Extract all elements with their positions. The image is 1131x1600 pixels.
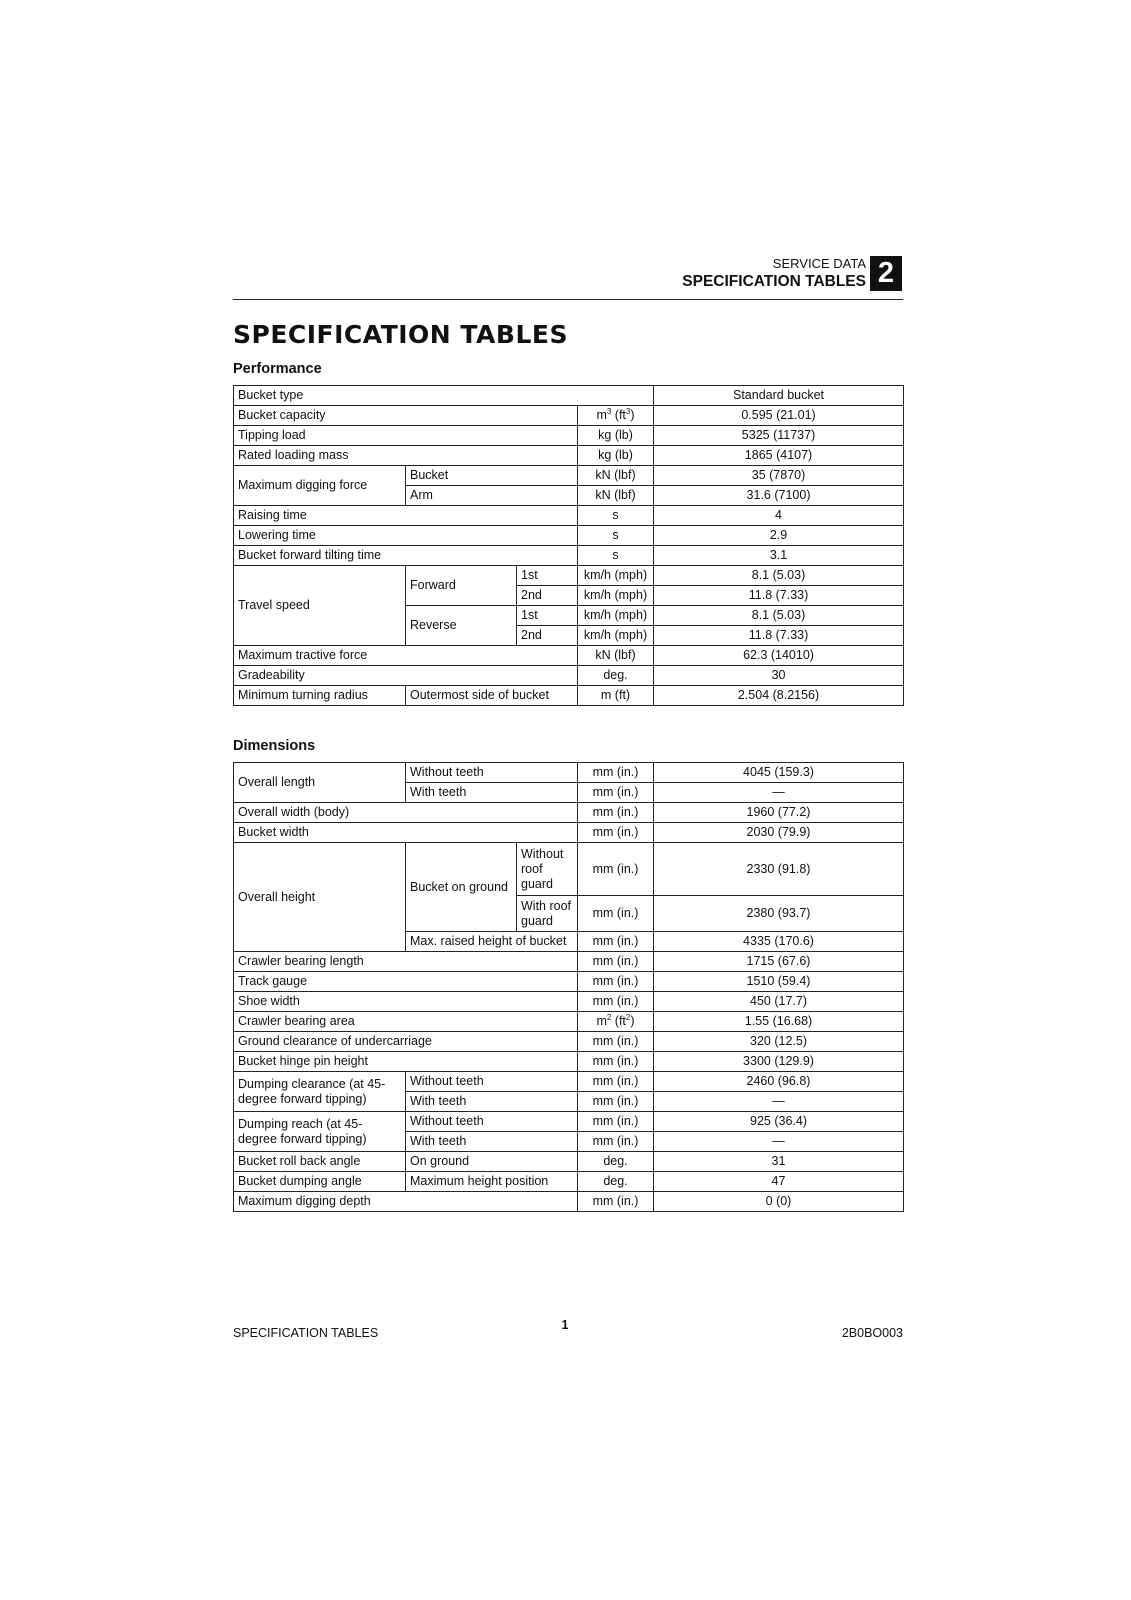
- row-label: Maximum digging force: [234, 466, 406, 506]
- row-value: 5325 (11737): [654, 426, 904, 446]
- table-row: [234, 546, 904, 566]
- table-row: [234, 526, 904, 546]
- row-unit: km/h (mph): [578, 606, 654, 626]
- row-value: 1715 (67.6): [654, 952, 904, 972]
- row-label: Tipping load: [234, 426, 578, 446]
- row-sublabel: Without teeth: [406, 1112, 578, 1132]
- table-row: [234, 803, 904, 823]
- row-value: 1.55 (16.68): [654, 1012, 904, 1032]
- row-label: Lowering time: [234, 526, 578, 546]
- row-sublabel: Outermost side of bucket: [406, 686, 578, 706]
- row-label: Crawler bearing length: [234, 952, 578, 972]
- row-value: Standard bucket: [654, 386, 904, 406]
- row-value: —: [654, 783, 904, 803]
- table-row: [234, 1072, 904, 1092]
- row-label: Dumping reach (at 45-degree forward tipping): [234, 1112, 406, 1152]
- row-unit: mm (in.): [578, 972, 654, 992]
- row-unit: mm (in.): [578, 1032, 654, 1052]
- row-value: —: [654, 1132, 904, 1152]
- row-value: —: [654, 1092, 904, 1112]
- table-row: [234, 1112, 904, 1132]
- header-divider: [233, 299, 903, 300]
- row-unit: kN (lbf): [578, 486, 654, 506]
- row-unit: mm (in.): [578, 843, 654, 896]
- row-value: 8.1 (5.03): [654, 566, 904, 586]
- row-value: 1865 (4107): [654, 446, 904, 466]
- row-unit: mm (in.): [578, 896, 654, 932]
- row-value: 925 (36.4): [654, 1112, 904, 1132]
- table-row: [234, 566, 904, 586]
- row-unit: mm (in.): [578, 783, 654, 803]
- row-value: 2.504 (8.2156): [654, 686, 904, 706]
- row-unit: s: [578, 526, 654, 546]
- row-unit: kg (lb): [578, 426, 654, 446]
- table-row: [234, 972, 904, 992]
- table-row: [234, 446, 904, 466]
- table-row: [234, 1152, 904, 1172]
- footer-title: SPECIFICATION TABLES: [233, 1326, 379, 1340]
- row-label: Raising time: [234, 506, 578, 526]
- row-value: 47: [654, 1172, 904, 1192]
- table-row: [234, 1172, 904, 1192]
- row-sublabel: Arm: [406, 486, 578, 506]
- row-label: Overall length: [234, 763, 406, 803]
- row-value: 31: [654, 1152, 904, 1172]
- header-section: SERVICE DATA: [772, 256, 866, 271]
- row-label: Ground clearance of undercarriage: [234, 1032, 578, 1052]
- row-unit: mm (in.): [578, 952, 654, 972]
- row-unit: kN (lbf): [578, 646, 654, 666]
- table-row: [234, 686, 904, 706]
- row-label: Bucket forward tilting time: [234, 546, 578, 566]
- table-row: [234, 1192, 904, 1212]
- table-row: [234, 992, 904, 1012]
- row-label: Bucket roll back angle: [234, 1152, 406, 1172]
- table-row: [234, 406, 904, 426]
- table-row: [234, 506, 904, 526]
- performance-table: [233, 385, 904, 706]
- row-value: 1960 (77.2): [654, 803, 904, 823]
- row-label: Maximum tractive force: [234, 646, 578, 666]
- table-row: [234, 952, 904, 972]
- row-unit: mm (in.): [578, 1112, 654, 1132]
- row-subsublabel: Without roof guard: [517, 843, 578, 896]
- row-sublabel: With teeth: [406, 783, 578, 803]
- row-unit: mm (in.): [578, 763, 654, 783]
- table-row: [234, 823, 904, 843]
- row-value: 3300 (129.9): [654, 1052, 904, 1072]
- row-unit: mm (in.): [578, 1192, 654, 1212]
- row-unit: km/h (mph): [578, 566, 654, 586]
- row-sublabel: With teeth: [406, 1092, 578, 1112]
- row-unit: $m^3$ $(ft^3)$: [578, 406, 654, 426]
- row-sublabel: Without teeth: [406, 763, 578, 783]
- row-unit: kg (lb): [578, 446, 654, 466]
- row-label: Bucket width: [234, 823, 578, 843]
- row-sublabel: With teeth: [406, 1132, 578, 1152]
- table-row: [234, 466, 904, 486]
- row-value: 2.9: [654, 526, 904, 546]
- chapter-number-badge: 2: [870, 256, 902, 291]
- row-unit: km/h (mph): [578, 626, 654, 646]
- row-unit: $m^2$ $(ft^2)$: [578, 1012, 654, 1032]
- row-unit: mm (in.): [578, 1072, 654, 1092]
- row-value: 4045 (159.3): [654, 763, 904, 783]
- row-value: 2380 (93.7): [654, 896, 904, 932]
- row-unit: m (ft): [578, 686, 654, 706]
- row-unit: mm (in.): [578, 1132, 654, 1152]
- row-value: 35 (7870): [654, 466, 904, 486]
- row-value: 0 (0): [654, 1192, 904, 1212]
- row-value: 30: [654, 666, 904, 686]
- row-unit: deg.: [578, 666, 654, 686]
- table-row: [234, 1012, 904, 1032]
- table-row: [234, 763, 904, 783]
- row-unit: mm (in.): [578, 1092, 654, 1112]
- row-label: Overall height: [234, 843, 406, 952]
- row-sublabel: Reverse: [406, 606, 517, 646]
- row-unit: mm (in.): [578, 1052, 654, 1072]
- row-label: Maximum digging depth: [234, 1192, 578, 1212]
- row-unit: s: [578, 546, 654, 566]
- row-label: Crawler bearing area: [234, 1012, 578, 1032]
- table-row: [234, 426, 904, 446]
- row-label: Dumping clearance (at 45-degree forward tipping): [234, 1072, 406, 1112]
- row-unit: deg.: [578, 1172, 654, 1192]
- row-value: 62.3 (14010): [654, 646, 904, 666]
- row-unit: mm (in.): [578, 803, 654, 823]
- row-unit: mm (in.): [578, 932, 654, 952]
- row-label: Track gauge: [234, 972, 578, 992]
- row-value: 2030 (79.9): [654, 823, 904, 843]
- row-value: 31.6 (7100): [654, 486, 904, 506]
- row-label: Bucket type: [234, 386, 654, 406]
- row-gear: 1st: [517, 566, 578, 586]
- table-row: [234, 1032, 904, 1052]
- row-label: Bucket hinge pin height: [234, 1052, 578, 1072]
- table-row: [234, 1052, 904, 1072]
- row-value: 11.8 (7.33): [654, 586, 904, 606]
- performance-heading: Performance: [233, 361, 322, 377]
- row-sublabel: Maximum height position: [406, 1172, 578, 1192]
- row-unit: kN (lbf): [578, 466, 654, 486]
- row-unit: s: [578, 506, 654, 526]
- row-label: Bucket dumping angle: [234, 1172, 406, 1192]
- row-sublabel: Forward: [406, 566, 517, 606]
- document-code: 2B0BO003: [841, 1326, 903, 1340]
- row-sublabel: Max. raised height of bucket: [406, 932, 578, 952]
- page-number: 1: [561, 1318, 569, 1332]
- header-chapter: SPECIFICATION TABLES: [682, 273, 866, 290]
- row-value: 11.8 (7.33): [654, 626, 904, 646]
- row-subsublabel: With roof guard: [517, 896, 578, 932]
- row-value: 1510 (59.4): [654, 972, 904, 992]
- row-sublabel: Bucket: [406, 466, 578, 486]
- dimensions-table: [233, 762, 904, 1212]
- row-unit: km/h (mph): [578, 586, 654, 606]
- row-value: 3.1: [654, 546, 904, 566]
- dimensions-heading: Dimensions: [233, 738, 316, 754]
- row-value: 2460 (96.8): [654, 1072, 904, 1092]
- row-value: 4: [654, 506, 904, 526]
- row-gear: 2nd: [517, 626, 578, 646]
- row-label: Overall width (body): [234, 803, 578, 823]
- row-label: Minimum turning radius: [234, 686, 406, 706]
- table-row: [234, 646, 904, 666]
- row-unit: mm (in.): [578, 992, 654, 1012]
- row-label: Gradeability: [234, 666, 578, 686]
- table-row: [234, 843, 904, 896]
- table-row: [234, 666, 904, 686]
- row-gear: 2nd: [517, 586, 578, 606]
- row-value: 2330 (91.8): [654, 843, 904, 896]
- row-value: 450 (17.7): [654, 992, 904, 1012]
- row-sublabel: Bucket on ground: [406, 843, 517, 932]
- row-unit: deg.: [578, 1152, 654, 1172]
- row-value: 4335 (170.6): [654, 932, 904, 952]
- table-row: [234, 386, 904, 406]
- row-unit: mm (in.): [578, 823, 654, 843]
- row-label: Shoe width: [234, 992, 578, 1012]
- row-value: 0.595 (21.01): [654, 406, 904, 426]
- row-sublabel: Without teeth: [406, 1072, 578, 1092]
- row-label: Rated loading mass: [234, 446, 578, 466]
- row-label: Bucket capacity: [234, 406, 578, 426]
- row-value: 320 (12.5): [654, 1032, 904, 1052]
- page-title: SPECIFICATION TABLES: [233, 320, 568, 349]
- row-value: 8.1 (5.03): [654, 606, 904, 626]
- row-gear: 1st: [517, 606, 578, 626]
- row-sublabel: On ground: [406, 1152, 578, 1172]
- row-label: Travel speed: [234, 566, 406, 646]
